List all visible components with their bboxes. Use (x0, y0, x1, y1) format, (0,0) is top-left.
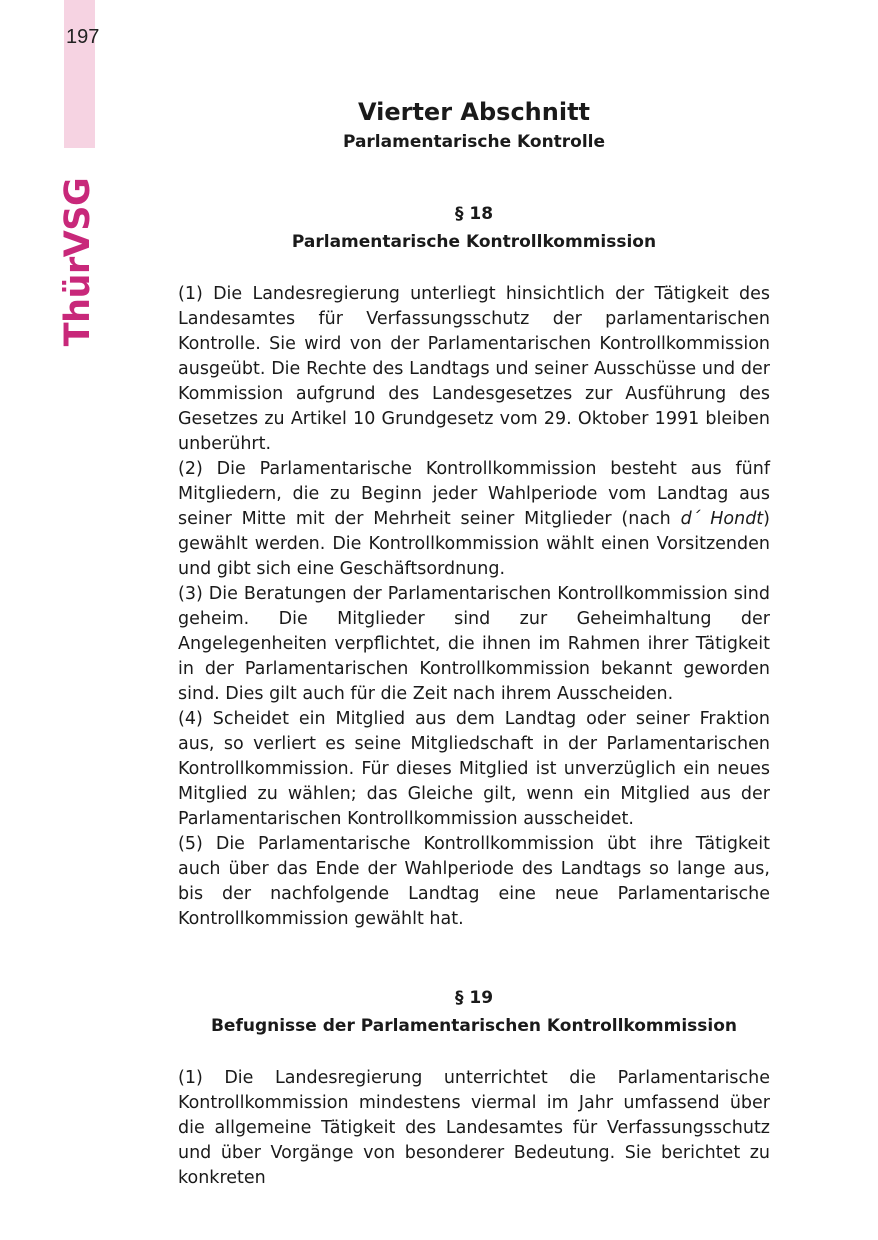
section-18-heading (178, 200, 770, 256)
section-18-paragraph-2-end: ) gewählt werden. Die Kontrollkommission wählt einen Vorsitzenden und gibt sich eine Geschäftsordnung. (178, 509, 770, 579)
section-18-paragraph-5: (5) Die Parlamentarische Kontrollkommission übt ihre Tätigkeit auch über das Ende der Wahlperiode des Landtags so lange aus, bis der nachfolgende Landtag eine neue Parlamentarische Kontrollkommission gewählt hat. (178, 834, 770, 929)
section-18-paragraph-2 (178, 457, 770, 582)
section-18-body (178, 282, 770, 932)
section-18-paragraph-2-start: (2) Die Parlamentarische Kontrollkommission besteht aus fünf Mitgliedern, die zu Beginn jeder Wahlperiode vom Landtag aus seiner Mitte mit der Mehrheit seiner Mitglieder (nach (178, 459, 770, 529)
section-18-number: § 18 (454, 204, 494, 224)
part-title: Vierter Abschnitt (357, 98, 591, 126)
running-title-text: ThürVSG (58, 177, 98, 347)
section-19-body (178, 1066, 770, 1191)
page-number: 197 (66, 26, 100, 48)
section-19-heading (178, 984, 770, 1040)
section-18-title: Parlamentarische Kontrollkommission (291, 232, 657, 252)
section-18-paragraph-4: (4) Scheidet ein Mitglied aus dem Landtag oder seiner Fraktion aus, so verliert es seine Mitgliedschaft in der Parlamentarischen Kontrollkommission. Für dieses Mitglied ist unverzüglich ein neues Mitglied zu wählen; das Gleiche gilt, wenn ein Mitglied aus der Parlamentarischen Kontrollkommission ausscheidet. (178, 709, 770, 829)
section-19-title: Befugnisse der Parlamentarischen Kontrollkommission (210, 1016, 738, 1036)
margin-color-strip (64, 0, 95, 148)
section-19-paragraph-1: (1) Die Landesregierung unterrichtet die Parlamentarische Kontrollkommission mindestens viermal im Jahr umfassend über die allgemeine Tätigkeit des Landesamtes für Verfassungsschutz und über Vorgänge von besonderer Bedeutung. Sie berichtet zu konkreten (178, 1068, 770, 1188)
section-18-paragraph-1: (1) Die Landesregierung unterliegt hinsichtlich der Tätigkeit des Landesamtes für Verfassungsschutz der parlamentarischen Kontrolle. Sie wird von der Parlamentarischen Kontrollkommission ausgeübt. Die Rechte des Landtags und seiner Ausschüsse und der Kommission aufgrund des Landesgesetzes zur Ausführung des Gesetzes zu Artikel 10 Grundgesetz vom 29. Oktober 1991 bleiben unberührt. (178, 284, 770, 454)
section-18-paragraph-3: (3) Die Beratungen der Parlamentarischen Kontrollkommission sind geheim. Die Mitglieder sind zur Geheimhaltung der Angelegenheiten verpflichtet, die ihnen im Rahmen ihrer Tätigkeit in der Parlamentarischen Kontrollkommission bekannt geworden sind. Dies gilt auch für die Zeit nach ihrem Ausscheiden. (178, 584, 770, 704)
section-19-number: § 19 (454, 988, 494, 1008)
section-18-paragraph-2-italic: d´ Hondt (680, 509, 764, 529)
part-subtitle: Parlamentarische Kontrolle (342, 132, 606, 152)
page-content (178, 96, 770, 1191)
